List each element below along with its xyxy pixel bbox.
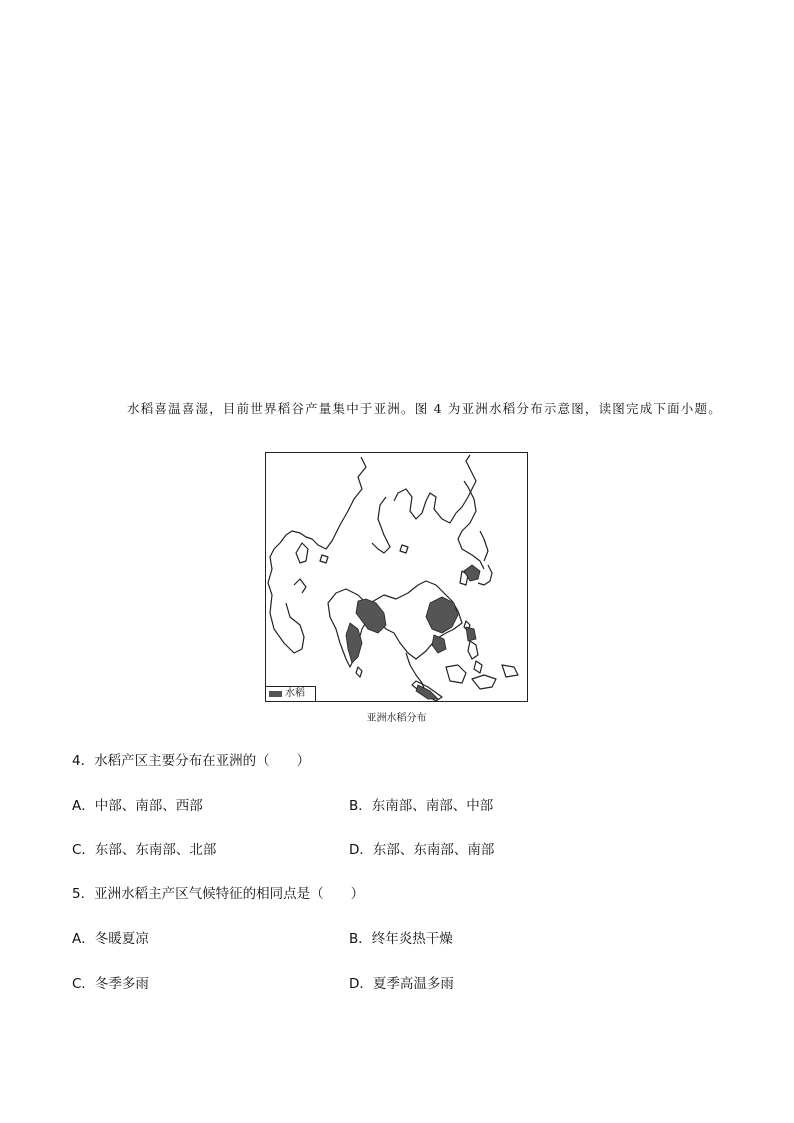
question-5-option-b[interactable]: B．终年炎热干燥 <box>349 931 453 947</box>
question-5-stem: 5．亚洲水稻主产区气候特征的相同点是（ ） <box>72 886 365 902</box>
legend-label: 水稻 <box>285 688 305 699</box>
map-legend <box>266 686 316 701</box>
rice-swatch-icon <box>269 691 282 697</box>
asia-map-outline <box>266 453 528 702</box>
question-4-option-c[interactable]: C．东部、东南部、北部 <box>72 842 217 858</box>
question-4-stem: 4．水稻产区主要分布在亚洲的（ ） <box>72 753 311 769</box>
question-4-option-b[interactable]: B．东南部、南部、中部 <box>349 798 494 814</box>
question-4-option-a[interactable]: A．中部、南部、西部 <box>72 798 203 814</box>
intro-paragraph: 水稻喜温喜湿，目前世界稻谷产量集中于亚洲。图 4 为亚洲水稻分布示意图，读图完成下面小题。 <box>127 401 722 416</box>
map-caption: 亚洲水稻分布 <box>366 713 427 724</box>
question-5-option-c[interactable]: C．冬季多雨 <box>72 976 149 992</box>
question-4-option-d[interactable]: D．东部、东南部、南部 <box>349 842 495 858</box>
question-5-option-d[interactable]: D．夏季高温多雨 <box>349 976 454 992</box>
question-5-option-a[interactable]: A．冬暖夏凉 <box>72 931 149 947</box>
asia-rice-map <box>265 452 528 702</box>
